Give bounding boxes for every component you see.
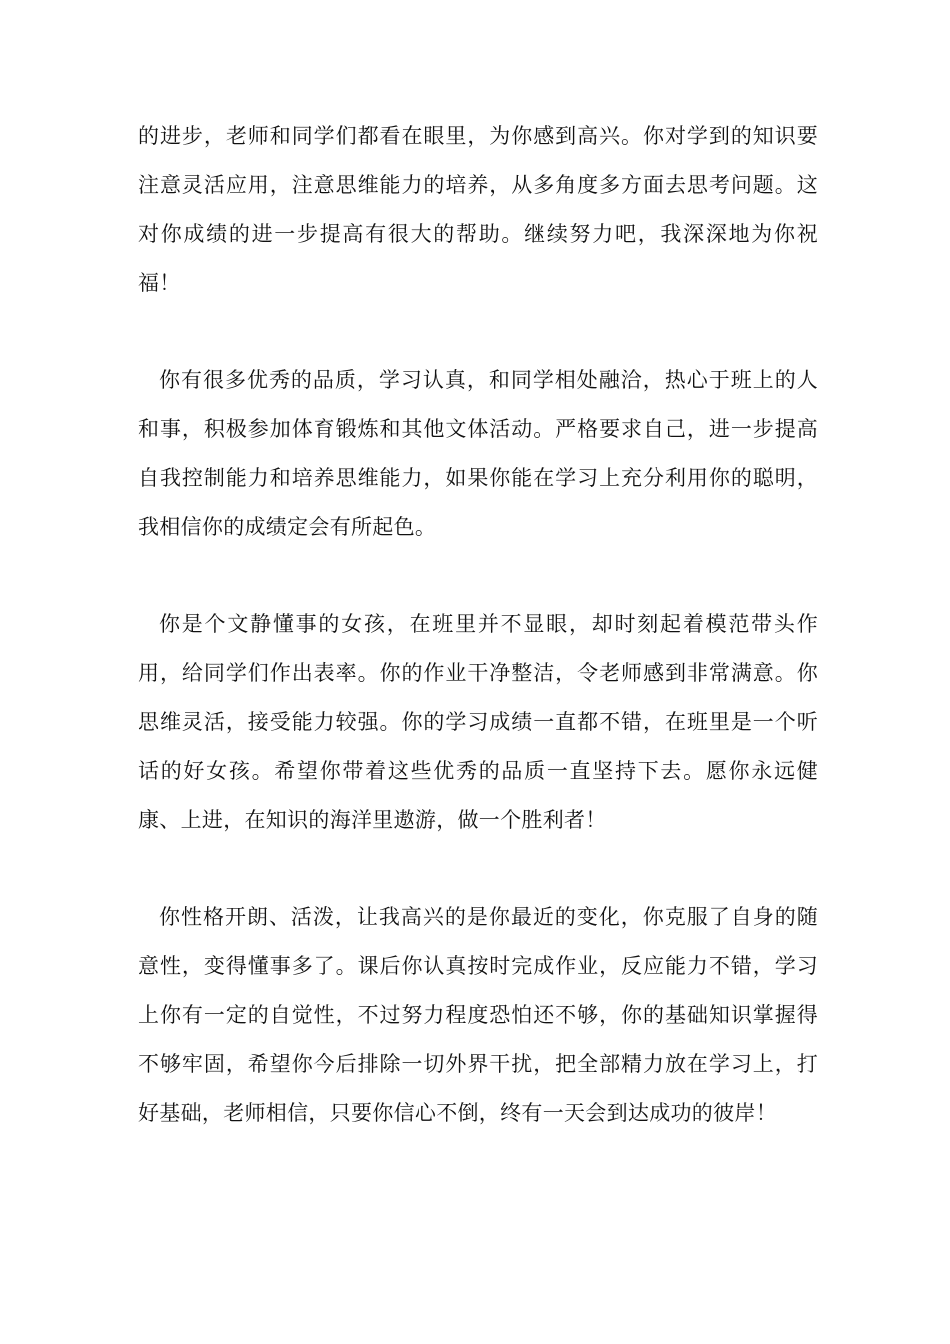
paragraph-gap: [138, 308, 818, 356]
paragraph-gap: [138, 845, 818, 893]
document-body: [138, 112, 818, 1138]
paragraph-4: 你性格开朗、活泼，让我高兴的是你最近的变化，你克服了自身的随意性，变得懂事多了。课后你认真按时完成作业，反应能力不错，学习上你有一定的自觉性，不过努力程度恐怕还不够，你的基础知识掌握得不够牢固，希望你今后排除一切外界干扰，把全部精力放在学习上，打好基础，老师相信，只要你信心不倒，终有一天会到达成功的彼岸！: [138, 905, 818, 1125]
paragraph-1: 的进步，老师和同学们都看在眼里，为你感到高兴。你对学到的知识要注意灵活应用，注意思维能力的培养，从多角度多方面去思考问题。这对你成绩的进一步提高有很大的帮助。继续努力吧，我深深地为你祝福！: [138, 124, 818, 295]
paragraph-gap: [138, 552, 818, 600]
paragraph-3: 你是个文静懂事的女孩，在班里并不显眼，却时刻起着模范带头作用，给同学们作出表率。你的作业干净整洁，令老师感到非常满意。你思维灵活，接受能力较强。你的学习成绩一直都不错，在班里是一个听话的好女孩。希望你带着这些优秀的品质一直坚持下去。愿你永远健康、上进，在知识的海洋里遨游，做一个胜利者！: [138, 612, 818, 832]
paragraph-2: 你有很多优秀的品质，学习认真，和同学相处融洽，热心于班上的人和事，积极参加体育锻炼和其他文体活动。严格要求自己，进一步提高自我控制能力和培养思维能力，如果你能在学习上充分利用你的聪明，我相信你的成绩定会有所起色。: [138, 368, 818, 539]
